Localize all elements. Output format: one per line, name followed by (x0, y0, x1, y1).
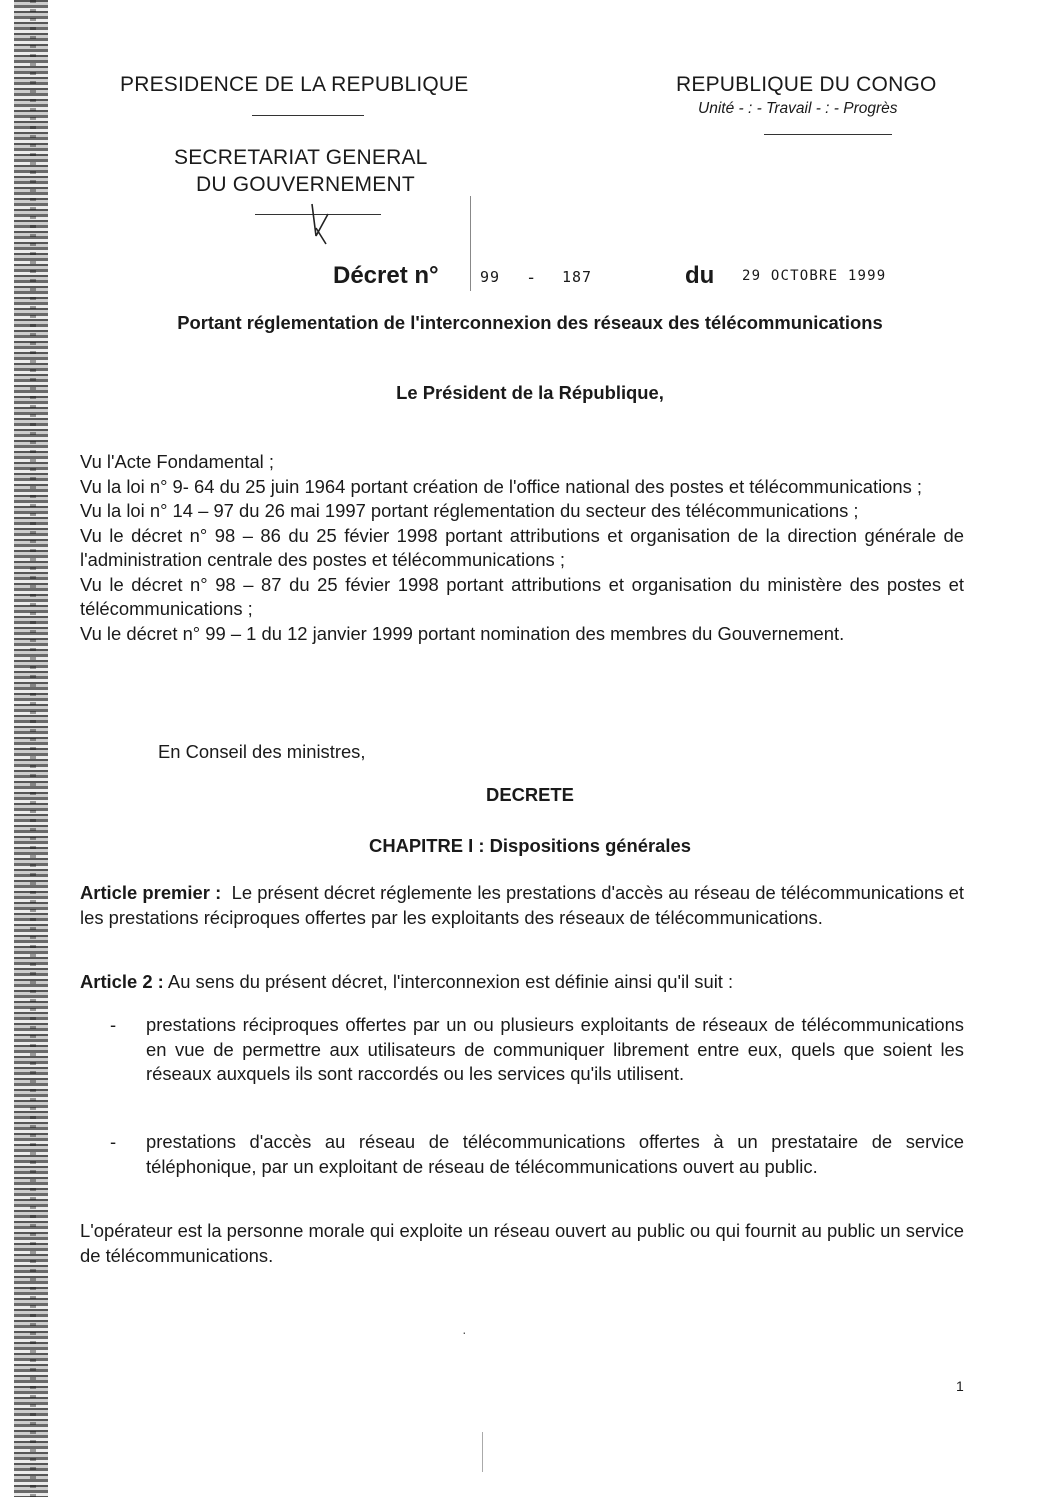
article-2-label: Article 2 : (80, 971, 164, 992)
decree-number-part-2: 187 (562, 268, 593, 286)
decree-number-part-1: 99 (480, 268, 501, 286)
bullet-text: prestations d'accès au réseau de télécommunications offertes à un prestataire de service téléphonique, par un exploitant de réseau de télécommunications ouvert au public. (146, 1131, 964, 1177)
article-2 (80, 970, 964, 995)
presidency-underline (252, 115, 364, 116)
scan-binding-shadow (30, 0, 36, 1497)
article-2-bullet-1 (110, 1013, 964, 1087)
article-1-label: Article premier : (80, 882, 222, 903)
considerations-list (80, 450, 964, 646)
consideration-item: Vu le décret n° 98 – 86 du 25 févier 1998 portant attributions et organisation de la direction générale de l'administration centrale des postes et télécommunications ; (80, 524, 964, 570)
article-2-bullet-2 (110, 1130, 964, 1179)
presidency-title: PRESIDENCE DE LA REPUBLIQUE (120, 73, 469, 96)
scan-margin-line (470, 196, 471, 291)
consideration-item: Vu la loi n° 9- 64 du 25 juin 1964 portant création de l'office national des postes et télécommunications ; (80, 475, 923, 497)
consideration-item: Vu le décret n° 99 – 1 du 12 janvier 1999 portant nomination des membres du Gouvernement. (80, 622, 845, 644)
national-motto: Unité - : - Travail - : - Progrès (698, 100, 898, 117)
bullet-text: prestations réciproques offertes par un ou plusieurs exploitants de réseaux de télécommunications en vue de permettre aux utilisateurs de communiquer librement entre eux, quels que soient les réseaux auxquels ils sont raccordés ou les services qu'ils utilisent. (146, 1014, 964, 1084)
decree-subject: Portant réglementation de l'interconnexion des réseaux des télécommunications (177, 312, 883, 333)
article-2-text: Au sens du présent décret, l'interconnexion est définie ainsi qu'il suit : (167, 971, 734, 992)
decree-date-label: du (685, 262, 715, 289)
motto-underline (764, 134, 892, 135)
council-line: En Conseil des ministres, (158, 741, 366, 762)
operator-definition (80, 1219, 964, 1268)
decree-label: Décret n° (333, 262, 439, 289)
scan-speck-line (482, 1432, 483, 1472)
scan-speck: · (462, 1324, 467, 1340)
page-number: 1 (956, 1378, 964, 1394)
article-1-text: Le présent décret réglemente les prestations d'accès au réseau de télécommunications et les prestations réciproques offertes par les exploitants des réseaux de télécommunications. (80, 882, 964, 928)
initials-mark (306, 200, 332, 248)
country-title: REPUBLIQUE DU CONGO (676, 73, 937, 96)
secretariat-line-2: DU GOUVERNEMENT (196, 173, 415, 196)
bullet-dash: - (110, 1131, 117, 1152)
decree-date: 29 OCTOBRE 1999 (742, 268, 887, 284)
president-line: Le Président de la République, (396, 382, 664, 403)
decree-number-separator: - (526, 268, 538, 288)
secretariat-line-1: SECRETARIAT GENERAL (174, 146, 428, 169)
consideration-item: Vu l'Acte Fondamental ; (80, 451, 274, 472)
article-1 (80, 881, 964, 930)
consideration-item: Vu la loi n° 14 – 97 du 26 mai 1997 portant réglementation du secteur des télécommunications ; (80, 500, 859, 521)
bullet-dash: - (110, 1014, 117, 1035)
decrete-heading: DECRETE (486, 784, 574, 805)
chapter-heading: CHAPITRE I : Dispositions générales (369, 835, 691, 856)
operator-definition-text: L'opérateur est la personne morale qui exploite un réseau ouvert au public ou qui fournit au public un service de télécommunications. (80, 1220, 964, 1266)
consideration-item: Vu le décret n° 98 – 87 du 25 févier 1998 portant attributions et organisation du ministère des postes et télécommunications ; (80, 573, 964, 619)
